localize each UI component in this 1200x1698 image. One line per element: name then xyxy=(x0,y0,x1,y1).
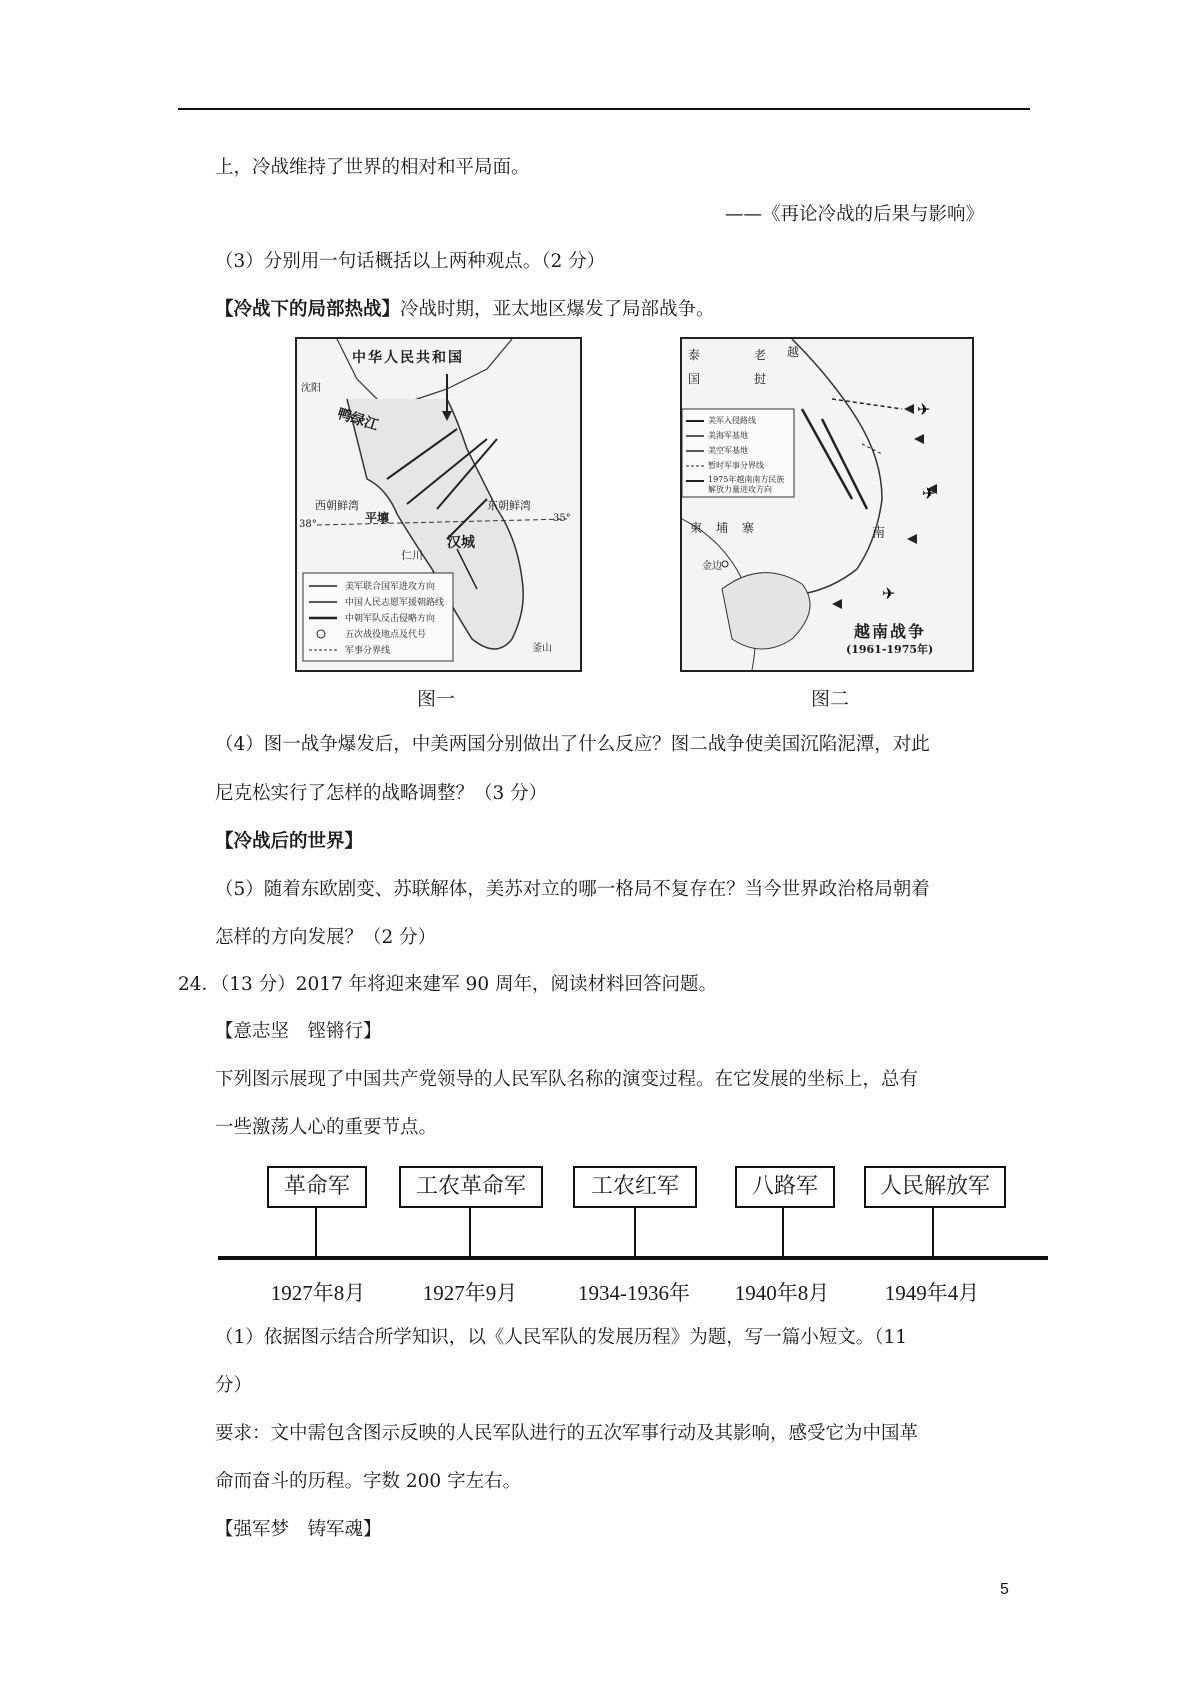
map-label-prc: 中华人民共和国 xyxy=(352,350,464,366)
question-4-line-1: （4）图一战争爆发后，中美两国分别做出了什么反应？图二战争使美国沉陷泥潭，对此 xyxy=(215,734,930,755)
figure-2-caption: 图二 xyxy=(810,688,849,710)
legend-item: 暂时军事分界线 xyxy=(708,461,764,470)
timeline-stem xyxy=(469,1208,471,1258)
map-label-laos: 老挝 xyxy=(754,348,767,386)
timeline-box: 工农红军 xyxy=(573,1166,697,1208)
requirement-line-1: 要求：文中需包含图示反映的人民军队进行的五次军事行动及其影响，感受它为中国革 xyxy=(215,1423,919,1444)
text-line: 上，冷战维持了世界的相对和平局面。 xyxy=(215,157,530,178)
section-hot-war xyxy=(215,298,715,322)
timeline-box: 八路军 xyxy=(735,1166,835,1208)
source-citation: ——《再论冷战的后果与影响》 xyxy=(725,204,985,225)
timeline-axis xyxy=(218,1256,1048,1260)
map-label-parallel-right: 35° xyxy=(553,513,571,524)
map-label-vietnam: 越 xyxy=(787,345,800,359)
question-4-line-2: 尼克松实行了怎样的战略调整？（3 分） xyxy=(215,783,548,804)
section-text: 冷战时期，亚太地区爆发了局部战争。 xyxy=(400,299,715,320)
timeline-stem xyxy=(782,1208,784,1258)
timeline-date: 1949年4月 xyxy=(884,1281,980,1305)
section-heading-will: 【意志坚 铿锵行】 xyxy=(215,1021,382,1042)
map-label-thailand: 泰国 xyxy=(688,348,701,386)
svg-text:✈: ✈ xyxy=(882,584,896,603)
svg-text:✈: ✈ xyxy=(922,484,936,503)
timeline-box: 革命军 xyxy=(267,1166,367,1208)
legend-item: 美军入侵路线 xyxy=(708,416,756,425)
question-5-line-2: 怎样的方向发展？（2 分） xyxy=(215,927,437,948)
figure-1-caption: 图一 xyxy=(416,688,455,710)
map-label-west-sea: 西朝鲜湾 xyxy=(315,499,359,512)
section-heading-after-cold-war: 【冷战后的世界】 xyxy=(215,831,364,852)
map-label-seoul: 汉城 xyxy=(447,535,475,551)
map-label-phnom-penh: 金边 xyxy=(702,561,722,572)
map-years: (1961-1975年) xyxy=(846,643,934,656)
question-24-1-line-2: 分） xyxy=(215,1375,253,1396)
timeline-stem xyxy=(315,1208,317,1258)
timeline-stem xyxy=(932,1208,934,1258)
vietnam-war-map-drawing xyxy=(682,339,972,670)
header-rule xyxy=(178,108,1030,110)
legend-item: 美军联合国军进攻方向 xyxy=(345,582,436,592)
question-5-line-1: （5）随着东欧剧变、苏联解体，美苏对立的哪一格局不复存在？当今世界政治格局朝着 xyxy=(215,879,930,900)
legend-item: 中朝军队反击侵略方向 xyxy=(345,614,436,624)
figure-vietnam-war-map xyxy=(680,337,974,672)
legend-item: 1975年越南南方民族解放力量进攻方向 xyxy=(708,475,785,494)
requirement-line-2: 命而奋斗的历程。字数 200 字左右。 xyxy=(215,1471,522,1492)
intro-line-1: 下列图示展现了中国共产党领导的人民军队名称的演变过程。在它发展的坐标上，总有 xyxy=(215,1069,919,1090)
question-24-1-line-1: （1）依据图示结合所学知识，以《人民军队的发展历程》为题，写一篇小短文。（11 xyxy=(215,1327,908,1348)
map-label-shenyang: 沈阳 xyxy=(301,383,321,394)
timeline-date: 1940年8月 xyxy=(734,1281,830,1305)
svg-text:✈: ✈ xyxy=(917,400,931,419)
map-label-parallel-left: 38° xyxy=(299,519,317,530)
timeline-box: 工农革命军 xyxy=(399,1166,543,1208)
map-title: 越南战争 xyxy=(854,622,927,641)
legend-item: 美海军基地 xyxy=(708,431,748,440)
map-label-busan: 釜山 xyxy=(532,643,552,654)
timeline-date: 1927年9月 xyxy=(422,1281,518,1305)
section-heading: 【冷战下的局部热战】 xyxy=(215,299,401,320)
figure-korean-war-map xyxy=(295,337,582,672)
map-label-south: 南 xyxy=(872,526,886,541)
map-label-cambodia: 柬埔寨 xyxy=(690,521,769,535)
section-heading-dream: 【强军梦 铸军魂】 xyxy=(215,1519,382,1540)
legend-item: 美空军基地 xyxy=(708,446,748,455)
legend-item: 五次战役地点及代号 xyxy=(345,630,427,640)
map-label-east-sea: 东朝鲜湾 xyxy=(487,499,531,512)
legend-item: 中国人民志愿军援朝路线 xyxy=(345,598,445,608)
map-label-pyongyang: 平壤 xyxy=(365,511,390,525)
intro-line-2: 一些激荡人心的重要节点。 xyxy=(215,1117,438,1138)
timeline-date: 1927年8月 xyxy=(270,1281,366,1305)
map-label-yalu-river: 鸭绿江 xyxy=(335,405,381,435)
legend-item: 军事分界线 xyxy=(345,646,391,656)
page-number: 5 xyxy=(1000,1581,1009,1598)
map-label-incheon: 仁川 xyxy=(401,549,423,562)
question-3: （3）分别用一句话概括以上两种观点。（2 分） xyxy=(215,251,606,272)
timeline-stem xyxy=(634,1208,636,1258)
question-24: 24．（13 分）2017 年将迎来建军 90 周年，阅读材料回答问题。 xyxy=(178,974,717,995)
timeline-box: 人民解放军 xyxy=(864,1166,1006,1208)
timeline-date: 1934-1936年 xyxy=(578,1281,690,1305)
